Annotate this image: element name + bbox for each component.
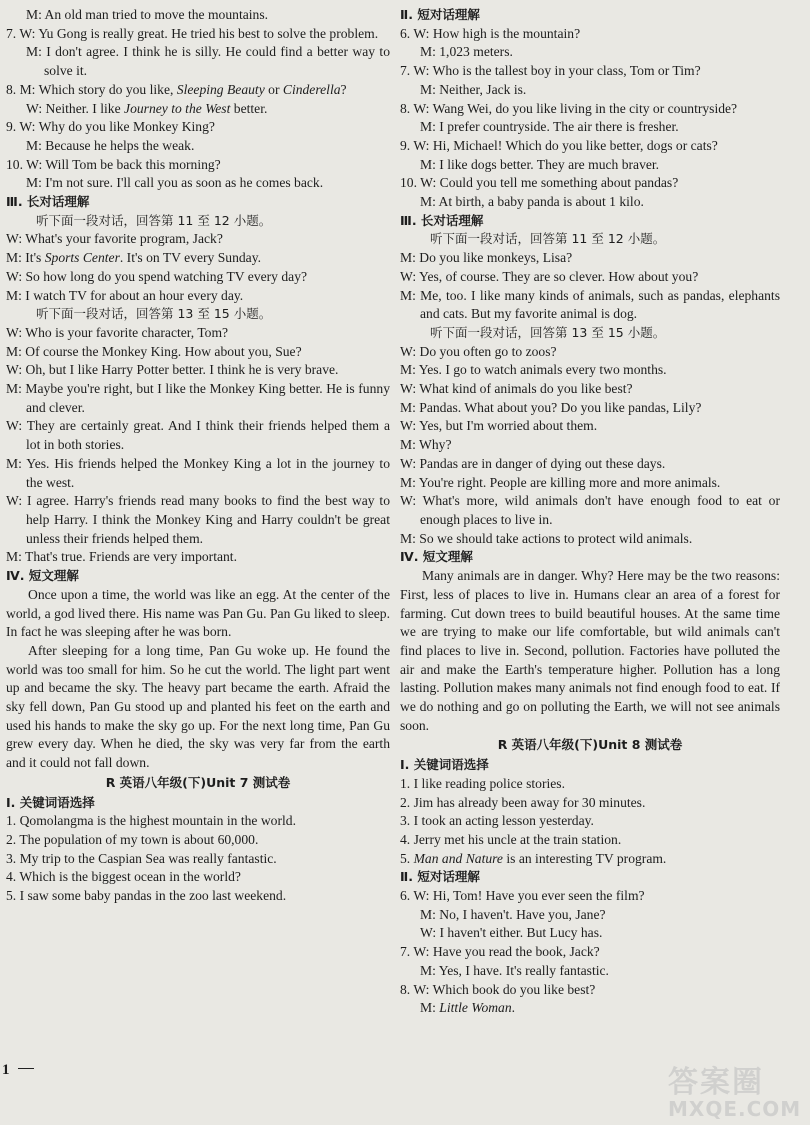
text-part: W: Neither. I like <box>26 100 125 116</box>
transcript-line: M: I don't agree. I think he is silly. He could find a better way to solve it. <box>26 44 390 79</box>
dialogue-line: W: Who is your favorite character, Tom? <box>6 324 229 340</box>
transcript-line: M: Because he helps the weak. <box>26 137 195 153</box>
text-part: better. <box>230 100 268 116</box>
transcript-line: 9. W: Hi, Michael! Which do you like better, dogs or cats? <box>400 137 718 153</box>
transcript-line: 7. W: Who is the tallest boy in your class, Tom or Tim? <box>400 63 701 79</box>
dialogue-line: W: Pandas are in danger of dying out these days. <box>400 455 666 471</box>
keyword-sentence: 2. Jim has already been away for 30 minutes. <box>400 794 646 810</box>
dialogue-line: M: Do you like monkeys, Lisa? <box>400 250 573 266</box>
watermark-logo: 答案圈 <box>668 1065 764 1100</box>
text-part: . It's on TV every Sunday. <box>119 250 262 266</box>
passage-paragraph: Many animals are in danger. Why? Here may be the two reasons: First, less of places to live in. Humans clear an area of a forest for farming. Cut down trees to build beautiful houses. At the same time we are trying to make our life comfortable, but wild animals can't find places to live in. Second, pollution. Factories have polluted the air and make the Earth's temperature higher. Pollution has a long lasting. Pollution makes many animals not find enough food to eat. If we do nothing and go on polluting the Earth, we will not see animals soon. <box>400 568 780 733</box>
keyword-sentence: 4. Which is the biggest ocean in the world? <box>6 869 241 885</box>
dialogue-line: 7. W: Have you read the book, Jack? <box>400 944 600 960</box>
passage-paragraph: Once upon a time, the world was like an egg. At the center of the world, a god lived there. His name was Pan Gu. Pan Gu liked to sleep. In fact he was sleeping after he was born. <box>6 586 390 640</box>
transcript-line <box>6 81 390 100</box>
transcript-line: M: At birth, a baby panda is about 1 kilo. <box>420 194 644 210</box>
dialogue-line: W: So how long do you spend watching TV every day? <box>6 268 308 284</box>
text-part: M: It's <box>6 250 45 266</box>
dialogue-line: M: Maybe you're right, but I like the Monkey King better. He is funny and clever. <box>6 381 390 415</box>
instruction: 听下面一段对话，回答第 13 至 15 小题。 <box>36 306 272 322</box>
keyword-sentence: 1. I like reading police stories. <box>400 775 565 791</box>
dialogue-line <box>400 999 780 1018</box>
keyword-sentence: 3. My trip to the Caspian Sea was really fantastic. <box>6 850 277 866</box>
keyword-sentence: 5. I saw some baby pandas in the zoo last weekend. <box>6 888 287 904</box>
section-heading: Ⅰ. 关键词语选择 <box>6 794 95 810</box>
transcript-line: M: Neither, Jack is. <box>420 81 527 97</box>
dialogue-line: W: I agree. Harry's friends read many books to find the best way to help Harry. I think the Monkey King and Harry couldn't be great unless their friends helped them. <box>6 493 390 546</box>
keyword-sentence <box>400 850 780 869</box>
dialogue-line: M: So we should take actions to protect wild animals. <box>400 530 693 546</box>
dialogue-line: M: No, I haven't. Have you, Jane? <box>420 906 606 922</box>
transcript-line: M: An old man tried to move the mountains. <box>26 7 269 22</box>
keyword-sentence: 3. I took an acting lesson yesterday. <box>400 813 594 829</box>
dialogue-line: W: What kind of animals do you like best? <box>400 381 633 397</box>
dialogue-line: 6. W: Hi, Tom! Have you ever seen the film? <box>400 888 645 904</box>
transcript-line: 7. W: Yu Gong is really great. He tried his best to solve the problem. <box>6 25 379 41</box>
section-heading: Ⅳ. 短文理解 <box>6 568 79 584</box>
title-italic: Journey to the West <box>124 100 231 116</box>
dialogue-line: 8. W: Which book do you like best? <box>400 981 596 997</box>
transcript-line: M: I prefer countryside. The air there is fresher. <box>420 119 679 135</box>
text-part: M: <box>420 1000 440 1016</box>
test-title: R 英语八年级(下)Unit 7 测试卷 <box>105 774 291 790</box>
dialogue-line: M: Yes. His friends helped the Monkey King a lot in the journey to the west. <box>6 455 390 490</box>
title-italic: Sports Center <box>44 250 120 266</box>
watermark <box>668 1057 806 1121</box>
dialogue-line: W: What's your favorite program, Jack? <box>6 231 223 247</box>
title-italic: Cinderella <box>282 81 341 97</box>
dialogue-line: W: Do you often go to zoos? <box>400 343 557 359</box>
page-number-text: 1 <box>2 1062 10 1078</box>
watermark-url: MXQE.COM <box>668 1097 802 1121</box>
dialogue-line: M: Pandas. What about you? Do you like pandas, Lily? <box>400 399 702 415</box>
dialogue-line: W: What's more, wild animals don't have enough food to eat or enough places to live in. <box>400 493 780 527</box>
text-part: 8. M: Which story do you like, <box>6 81 177 97</box>
transcript-line <box>6 100 390 119</box>
instruction: 听下面一段对话，回答第 11 至 12 小题。 <box>430 231 666 247</box>
page-number <box>2 1062 34 1079</box>
keyword-sentence: 1. Qomolangma is the highest mountain in the world. <box>6 813 296 829</box>
page-number-dash <box>18 1068 34 1069</box>
dialogue-line: M: Yes, I have. It's really fantastic. <box>420 962 609 978</box>
dialogue-line: M: That's true. Friends are very important. <box>6 549 237 565</box>
keyword-sentence: 2. The population of my town is about 60,000. <box>6 831 259 847</box>
passage-paragraph: After sleeping for a long time, Pan Gu woke up. He found the world was too small for him. So he cut the world. The light part went up and became the sky. The heavy part became the earth. Afraid the sky fell down, Pan Gu stood up and planted his feet on the earth and used his hands to make the sky go up. For the next long time, Pan Gu grew every day. When he died, the sky was very far from the earth and it could not fall down. <box>6 642 390 771</box>
instruction: 听下面一段对话，回答第 11 至 12 小题。 <box>36 212 272 228</box>
dialogue-line: M: Of course the Monkey King. How about you, Sue? <box>6 343 302 359</box>
transcript-line: 9. W: Why do you like Monkey King? <box>6 119 215 135</box>
section-heading: Ⅱ. 短对话理解 <box>400 869 480 885</box>
dialogue-line: M: Yes. I go to watch animals every two months. <box>400 362 667 378</box>
transcript-line: M: I like dogs better. They are much braver. <box>420 156 660 172</box>
section-heading: Ⅳ. 短文理解 <box>400 549 473 565</box>
section-heading: Ⅲ. 长对话理解 <box>6 194 90 210</box>
dialogue-line: M: You're right. People are killing more and more animals. <box>400 474 721 490</box>
transcript-line: M: 1,023 meters. <box>420 44 513 60</box>
left-column <box>6 6 390 906</box>
text-part: or <box>264 81 283 97</box>
transcript-line: 8. W: Wang Wei, do you like living in the city or countryside? <box>400 100 738 116</box>
text-part: is an interesting TV program. <box>502 850 667 866</box>
dialogue-line <box>6 249 390 268</box>
right-column <box>400 6 780 1018</box>
keyword-sentence: 4. Jerry met his uncle at the train station. <box>400 831 622 847</box>
title-italic: Little Woman <box>439 1000 512 1016</box>
section-heading: Ⅲ. 长对话理解 <box>400 212 484 228</box>
transcript-line: M: I'm not sure. I'll call you as soon as he comes back. <box>26 175 324 191</box>
dialogue-line: W: Yes, but I'm worried about them. <box>400 418 598 434</box>
title-italic: Man and Nature <box>413 850 503 866</box>
dialogue-line: M: Why? <box>400 437 452 453</box>
title-italic: Sleeping Beauty <box>176 81 265 97</box>
dialogue-line: W: They are certainly great. And I think their friends helped them a lot in both stories. <box>6 418 390 453</box>
transcript-line: 6. W: How high is the mountain? <box>400 25 581 41</box>
section-heading: Ⅰ. 关键词语选择 <box>400 757 489 773</box>
text-part: . <box>511 1000 516 1016</box>
instruction: 听下面一段对话，回答第 13 至 15 小题。 <box>430 324 666 340</box>
section-heading: Ⅱ. 短对话理解 <box>400 7 480 22</box>
text-part: ? <box>340 81 347 97</box>
dialogue-line: M: I watch TV for about an hour every day. <box>6 287 244 303</box>
dialogue-line: M: Me, too. I like many kinds of animals, such as pandas, elephants and cats. But my favorite animal is dog. <box>400 287 780 322</box>
dialogue-line: W: Yes, of course. They are so clever. How about you? <box>400 268 699 284</box>
test-title: R 英语八年级(下)Unit 8 测试卷 <box>497 737 683 753</box>
dialogue-line: W: Oh, but I like Harry Potter better. I think he is very brave. <box>6 362 339 378</box>
text-part: 5. <box>400 850 414 866</box>
dialogue-line: W: I haven't either. But Lucy has. <box>420 925 603 941</box>
transcript-line: 10. W: Could you tell me something about pandas? <box>400 175 679 191</box>
transcript-line: 10. W: Will Tom be back this morning? <box>6 156 221 172</box>
